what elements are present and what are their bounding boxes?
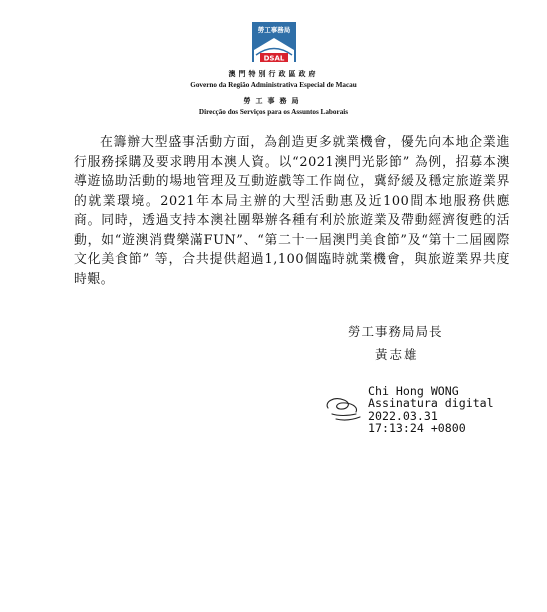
digital-signature-label: Assinatura digital bbox=[368, 396, 494, 411]
department-name-chinese: 勞工事務局 bbox=[243, 96, 304, 105]
handwritten-signature-icon bbox=[322, 394, 366, 424]
digital-signature-time: 17:13:24 +0800 bbox=[368, 420, 466, 435]
digital-signer-name: Chi Hong WONG bbox=[368, 384, 459, 398]
digital-signature-date: 2022.03.31 bbox=[368, 408, 438, 423]
signatory-name: 黃志雄 bbox=[375, 347, 419, 362]
government-name-chinese: 澳門特別行政區政府 bbox=[228, 69, 319, 78]
government-name-portuguese: Governo da Região Administrativa Especial de Macau bbox=[190, 81, 357, 89]
department-name-portuguese: Direcção dos Serviços para os Assuntos Laborais bbox=[198, 108, 349, 116]
signatory-title: 勞工事務局局長 bbox=[348, 324, 443, 339]
digital-signature-block bbox=[368, 385, 494, 434]
body-paragraph: 在籌辦大型盛事活動方面，為創造更多就業機會，優先向本地企業進行服務採購及要求聘用本澳人資。以“2021澳門光影節” 為例，招募本澳導遊協助活動的場地管理及互動遊戲等工作崗位，冀紓緩及穩定旅遊業界的就業環境。2021年本局主辦的大型活動惠及近100間本地服務供應商。同時，透過支持本澳社團舉辦各種有利於旅遊業及帶動經濟復甦的活動，如“遊澳消費樂滿FUN”、“第二十一屆澳門美食節”及“第十二屆國際文化美食節” 等，合共提供超過1,100個臨時就業機會，與旅遊業界共度時艱。 bbox=[74, 135, 510, 287]
dsal-logo bbox=[252, 22, 296, 62]
logo-top-text: 勞工事務局 bbox=[257, 26, 291, 34]
logo-bottom-text: DSAL bbox=[263, 54, 285, 62]
